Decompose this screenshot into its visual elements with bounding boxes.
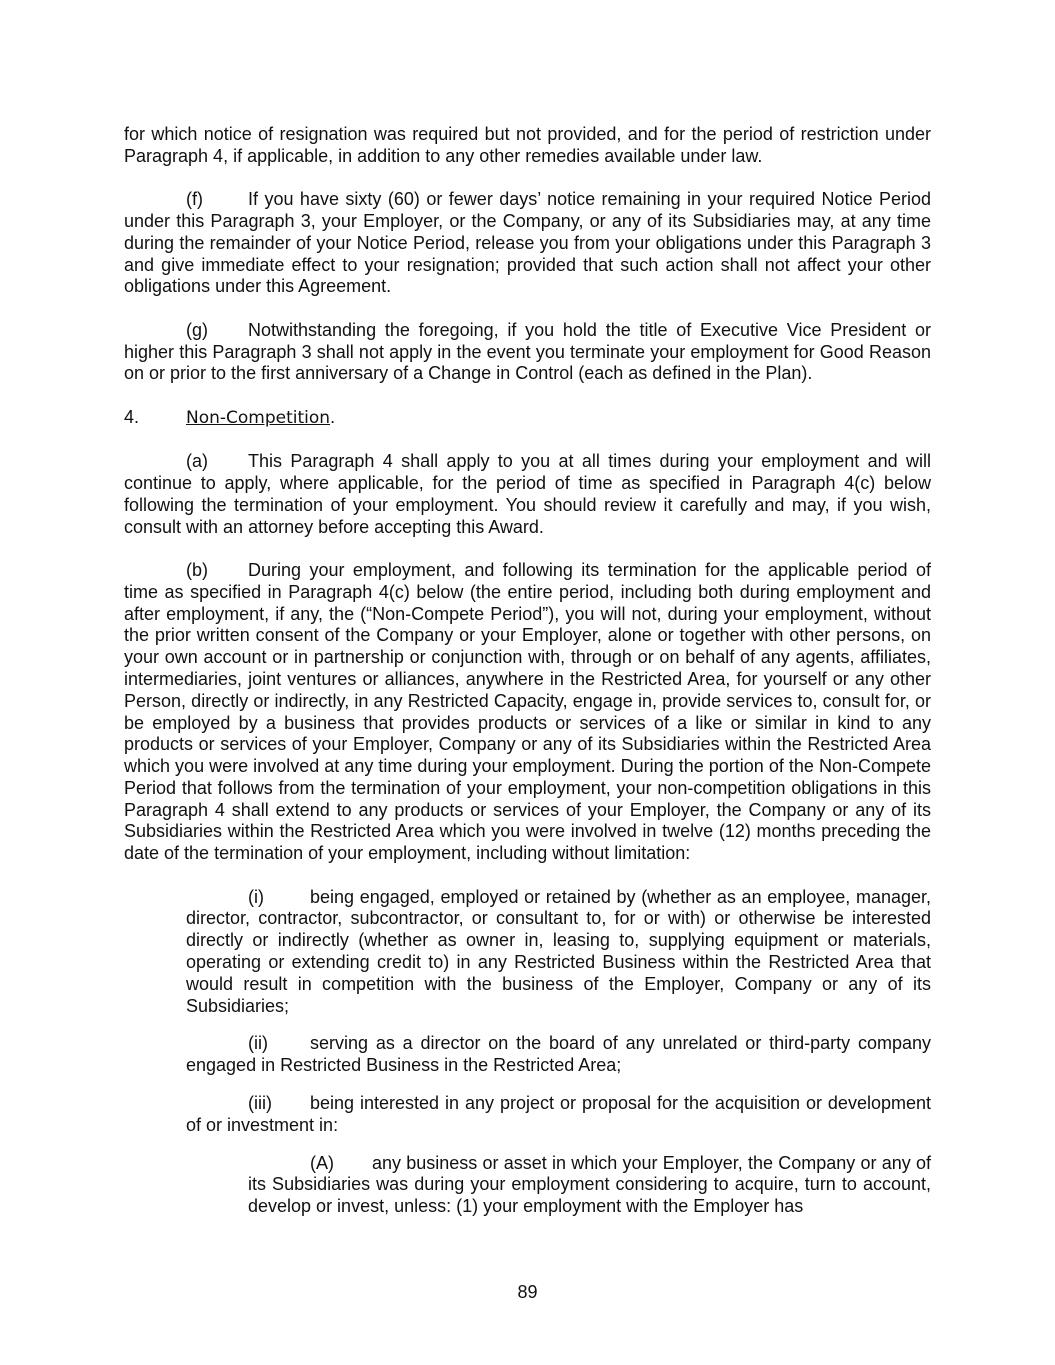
continuation-paragraph: for which notice of resignation was required but not provided, and for the period of restriction under Paragraph 4, if applicable, in addition to any other remedies available under law. [124, 124, 931, 166]
item-A-label: (A) [310, 1152, 334, 1173]
document-body [124, 124, 931, 1218]
item-ii-label: (ii) [248, 1033, 268, 1054]
section-4-title: Non-Competition [186, 407, 331, 428]
item-i-text: being engaged, employed or retained by (whether as an employee, manager, director, contractor, subcontractor, or consultant to, for or with) or otherwise be interested directly or indirectly (whether as owner in, leasing to, supplying equipment or materials, operating or extending credit to) in any Restricted Business within the Restricted Area that would result in competition with the business of the Employer, Company or any of its Subsidiaries; [186, 886, 931, 1016]
item-i [186, 887, 931, 1018]
paragraph-4b [124, 560, 931, 865]
paragraph-g-label: (g) [186, 319, 208, 340]
paragraph-4a-label: (a) [186, 451, 208, 472]
item-iii-text: being interested in any project or proposal for the acquisition or development of or investment in: [186, 1093, 931, 1135]
section-4-number: 4. [124, 406, 140, 427]
page-number: 89 [517, 1282, 538, 1302]
item-A [248, 1153, 931, 1218]
item-ii [186, 1033, 931, 1077]
paragraph-4a [124, 451, 931, 538]
paragraph-g-text: Notwithstanding the foregoing, if you hold the title of Executive Vice President or higher this Paragraph 3 shall not apply in the event you terminate your employment for Good Reason on or prior to the first anniversary of a Change in Control (each as defined in the Plan). [124, 319, 931, 384]
item-ii-text: serving as a director on the board of any unrelated or third-party company engaged in Restricted Business in the Restricted Area; [186, 1033, 931, 1076]
paragraph-4a-text: This Paragraph 4 shall apply to you at all times during your employment and will continue to apply, where applicable, for the period of time as specified in Paragraph 4(c) below following the termination of your employment. You should review it carefully and may, if you wish, consult with an attorney before accepting this Award. [124, 451, 931, 537]
paragraph-4b-text: During your employment, and following its termination for the applicable period of time as specified in Paragraph 4(c) below (the entire period, including both during employment and after employment, if any, the (“Non-Compete Period”), you will not, during your employment, without the prior written consent of the Company or your Employer, alone or together with other persons, on your own account or in partnership or conjunction with, through or on behalf of any agents, affiliates, intermediaries, joint ventures or alliances, anywhere in the Restricted Area, for yourself or any other Person, directly or indirectly, in any Restricted Capacity, engage in, provide services to, consult for, or be employed by a business that provides products or services of a like or similar in kind to any products or services of your Employer, Company or any of its Subsidiaries within the Restricted Area which you were involved at any time during your employment. During the portion of the Non-Compete Period that follows from the termination of your employment, your non-competition obligations in this Paragraph 4 shall extend to any products or services of your Employer, the Company or any of its Subsidiaries within the Restricted Area which you were involved in twelve (12) months preceding the date of the termination of your employment, including without limitation: [124, 559, 931, 864]
item-A-text: any business or asset in which your Employer, the Company or any of its Subsidiaries was during your employment considering to acquire, turn to account, develop or invest, unless: (1) your employment with the Employer has [248, 1152, 931, 1217]
item-i-label: (i) [248, 886, 264, 907]
item-iii-label: (iii) [248, 1093, 272, 1114]
paragraph-4b-label: (b) [186, 559, 208, 580]
paragraph-f-label: (f) [186, 189, 203, 210]
paragraph-g [124, 320, 931, 385]
paragraph-f [124, 189, 931, 298]
item-iii [186, 1093, 931, 1137]
paragraph-f-text: If you have sixty (60) or fewer days’ notice remaining in your required Notice Period under this Paragraph 3, your Employer, or the Company, or any of its Subsidiaries may, at any time during the remainder of your Notice Period, release you from your obligations under this Paragraph 3 and give immediate effect to your resignation; provided that such action shall not affect your other obligations under this Agreement. [124, 189, 931, 297]
section-4-period: . [330, 406, 336, 427]
section-4-heading [124, 407, 931, 430]
